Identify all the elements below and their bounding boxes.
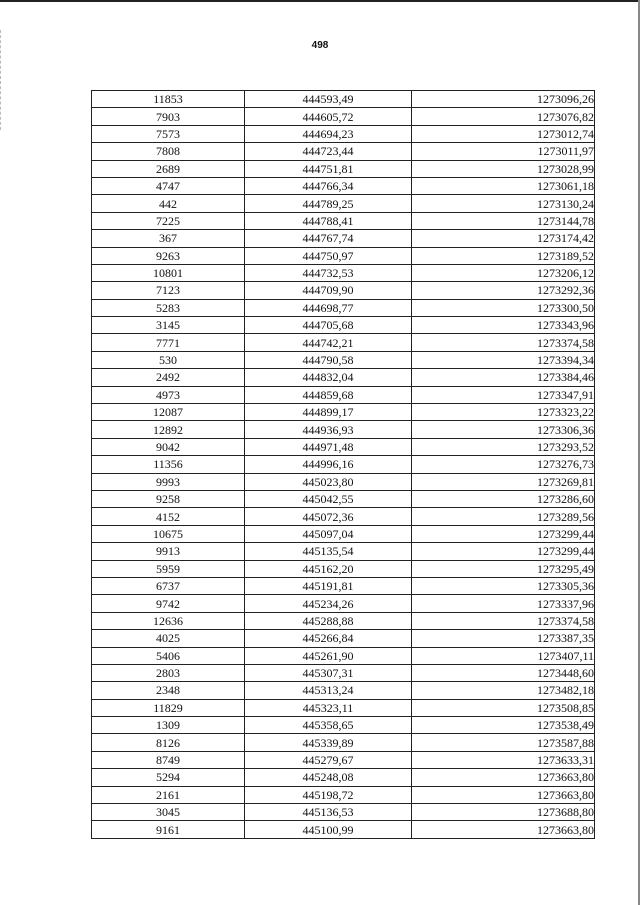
point-number-cell: 6737 <box>92 577 245 594</box>
point-number-cell: 9913 <box>92 543 245 560</box>
y-coordinate-cell: 1273300,50 <box>412 299 595 316</box>
y-coordinate-cell: 1273482,18 <box>412 682 595 699</box>
page-top-border <box>0 0 640 2</box>
point-number-cell: 7903 <box>92 108 245 125</box>
table-row <box>92 247 595 264</box>
point-number-cell: 2492 <box>92 369 245 386</box>
point-number-cell: 4973 <box>92 386 245 403</box>
y-coordinate-cell: 1273384,46 <box>412 369 595 386</box>
y-coordinate-cell: 1273663,80 <box>412 821 595 838</box>
table-row <box>92 734 595 751</box>
y-coordinate-cell: 1273299,44 <box>412 543 595 560</box>
point-number-cell: 5294 <box>92 769 245 786</box>
table-row <box>92 751 595 768</box>
table-row <box>92 230 595 247</box>
y-coordinate-cell: 1273663,80 <box>412 769 595 786</box>
point-number-cell: 4025 <box>92 630 245 647</box>
point-number-cell: 442 <box>92 195 245 212</box>
y-coordinate-cell: 1273508,85 <box>412 699 595 716</box>
x-coordinate-cell: 445261,90 <box>245 647 412 664</box>
table-row <box>92 647 595 664</box>
table-row <box>92 438 595 455</box>
x-coordinate-cell: 444698,77 <box>245 299 412 316</box>
point-number-cell: 11356 <box>92 456 245 473</box>
y-coordinate-cell: 1273305,36 <box>412 577 595 594</box>
x-coordinate-cell: 445288,88 <box>245 612 412 629</box>
y-coordinate-cell: 1273633,31 <box>412 751 595 768</box>
x-coordinate-cell: 444789,25 <box>245 195 412 212</box>
x-coordinate-cell: 445279,67 <box>245 751 412 768</box>
point-number-cell: 2348 <box>92 682 245 699</box>
x-coordinate-cell: 445339,89 <box>245 734 412 751</box>
table-row <box>92 212 595 229</box>
y-coordinate-cell: 1273286,60 <box>412 490 595 507</box>
table-row <box>92 334 595 351</box>
y-coordinate-cell: 1273012,74 <box>412 125 595 142</box>
y-coordinate-cell: 1273663,80 <box>412 786 595 803</box>
x-coordinate-cell: 445323,11 <box>245 699 412 716</box>
y-coordinate-cell: 1273374,58 <box>412 334 595 351</box>
y-coordinate-cell: 1273343,96 <box>412 317 595 334</box>
x-coordinate-cell: 444936,93 <box>245 421 412 438</box>
point-number-cell: 12892 <box>92 421 245 438</box>
y-coordinate-cell: 1273347,91 <box>412 386 595 403</box>
x-coordinate-cell: 445313,24 <box>245 682 412 699</box>
point-number-cell: 2803 <box>92 664 245 681</box>
x-coordinate-cell: 445072,36 <box>245 508 412 525</box>
y-coordinate-cell: 1273448,60 <box>412 664 595 681</box>
table-row <box>92 769 595 786</box>
point-number-cell: 4747 <box>92 177 245 194</box>
y-coordinate-cell: 1273306,36 <box>412 421 595 438</box>
table-row <box>92 195 595 212</box>
point-number-cell: 9993 <box>92 473 245 490</box>
y-coordinate-cell: 1273387,35 <box>412 630 595 647</box>
x-coordinate-cell: 444766,34 <box>245 177 412 194</box>
y-coordinate-cell: 1273394,34 <box>412 351 595 368</box>
x-coordinate-cell: 444899,17 <box>245 404 412 421</box>
y-coordinate-cell: 1273028,99 <box>412 160 595 177</box>
point-number-cell: 5283 <box>92 299 245 316</box>
table-row <box>92 108 595 125</box>
x-coordinate-cell: 444709,90 <box>245 282 412 299</box>
point-number-cell: 5959 <box>92 560 245 577</box>
point-number-cell: 7123 <box>92 282 245 299</box>
y-coordinate-cell: 1273374,58 <box>412 612 595 629</box>
y-coordinate-cell: 1273269,81 <box>412 473 595 490</box>
page-number: 498 <box>311 40 329 51</box>
x-coordinate-cell: 445135,54 <box>245 543 412 560</box>
y-coordinate-cell: 1273293,52 <box>412 438 595 455</box>
point-number-cell: 8126 <box>92 734 245 751</box>
y-coordinate-cell: 1273688,80 <box>412 804 595 821</box>
table-row <box>92 143 595 160</box>
point-number-cell: 3145 <box>92 317 245 334</box>
x-coordinate-cell: 444732,53 <box>245 264 412 281</box>
table-row <box>92 317 595 334</box>
table-row <box>92 699 595 716</box>
x-coordinate-cell: 444593,49 <box>245 91 412 108</box>
y-coordinate-cell: 1273130,24 <box>412 195 595 212</box>
table-row <box>92 717 595 734</box>
point-number-cell: 7225 <box>92 212 245 229</box>
x-coordinate-cell: 444996,16 <box>245 456 412 473</box>
table-row <box>92 630 595 647</box>
x-coordinate-cell: 445100,99 <box>245 821 412 838</box>
x-coordinate-cell: 445198,72 <box>245 786 412 803</box>
coordinates-table-body <box>92 91 595 839</box>
x-coordinate-cell: 444788,41 <box>245 212 412 229</box>
table-row <box>92 421 595 438</box>
y-coordinate-cell: 1273189,52 <box>412 247 595 264</box>
x-coordinate-cell: 444832,04 <box>245 369 412 386</box>
table-row <box>92 404 595 421</box>
table-row <box>92 177 595 194</box>
x-coordinate-cell: 445162,20 <box>245 560 412 577</box>
table-row <box>92 821 595 838</box>
x-coordinate-cell: 445136,53 <box>245 804 412 821</box>
table-row <box>92 577 595 594</box>
x-coordinate-cell: 444750,97 <box>245 247 412 264</box>
table-row <box>92 595 595 612</box>
x-coordinate-cell: 445234,26 <box>245 595 412 612</box>
point-number-cell: 10801 <box>92 264 245 281</box>
table-row <box>92 682 595 699</box>
point-number-cell: 5406 <box>92 647 245 664</box>
x-coordinate-cell: 445191,81 <box>245 577 412 594</box>
x-coordinate-cell: 444971,48 <box>245 438 412 455</box>
y-coordinate-cell: 1273174,42 <box>412 230 595 247</box>
point-number-cell: 2689 <box>92 160 245 177</box>
y-coordinate-cell: 1273407,11 <box>412 647 595 664</box>
table-row <box>92 299 595 316</box>
x-coordinate-cell: 444705,68 <box>245 317 412 334</box>
x-coordinate-cell: 444605,72 <box>245 108 412 125</box>
point-number-cell: 11853 <box>92 91 245 108</box>
table-row <box>92 282 595 299</box>
table-row <box>92 369 595 386</box>
x-coordinate-cell: 444694,23 <box>245 125 412 142</box>
point-number-cell: 7808 <box>92 143 245 160</box>
point-number-cell: 530 <box>92 351 245 368</box>
table-row <box>92 351 595 368</box>
x-coordinate-cell: 444859,68 <box>245 386 412 403</box>
y-coordinate-cell: 1273206,12 <box>412 264 595 281</box>
x-coordinate-cell: 445248,08 <box>245 769 412 786</box>
x-coordinate-cell: 445097,04 <box>245 525 412 542</box>
table-row <box>92 525 595 542</box>
table-row <box>92 264 595 281</box>
y-coordinate-cell: 1273337,96 <box>412 595 595 612</box>
coordinates-table <box>91 90 595 839</box>
y-coordinate-cell: 1273587,88 <box>412 734 595 751</box>
y-coordinate-cell: 1273061,18 <box>412 177 595 194</box>
table-row <box>92 612 595 629</box>
point-number-cell: 10675 <box>92 525 245 542</box>
table-row <box>92 490 595 507</box>
table-row <box>92 543 595 560</box>
y-coordinate-cell: 1273323,22 <box>412 404 595 421</box>
point-number-cell: 9263 <box>92 247 245 264</box>
x-coordinate-cell: 445266,84 <box>245 630 412 647</box>
table-row <box>92 125 595 142</box>
point-number-cell: 4152 <box>92 508 245 525</box>
x-coordinate-cell: 445023,80 <box>245 473 412 490</box>
table-row <box>92 804 595 821</box>
x-coordinate-cell: 444790,58 <box>245 351 412 368</box>
table-row <box>92 386 595 403</box>
point-number-cell: 12636 <box>92 612 245 629</box>
y-coordinate-cell: 1273144,78 <box>412 212 595 229</box>
x-coordinate-cell: 445042,55 <box>245 490 412 507</box>
y-coordinate-cell: 1273076,82 <box>412 108 595 125</box>
point-number-cell: 3045 <box>92 804 245 821</box>
y-coordinate-cell: 1273299,44 <box>412 525 595 542</box>
table-row <box>92 473 595 490</box>
table-row <box>92 91 595 108</box>
y-coordinate-cell: 1273011,97 <box>412 143 595 160</box>
y-coordinate-cell: 1273538,49 <box>412 717 595 734</box>
y-coordinate-cell: 1273295,49 <box>412 560 595 577</box>
point-number-cell: 9258 <box>92 490 245 507</box>
y-coordinate-cell: 1273289,56 <box>412 508 595 525</box>
table-row <box>92 508 595 525</box>
y-coordinate-cell: 1273096,26 <box>412 91 595 108</box>
x-coordinate-cell: 444767,74 <box>245 230 412 247</box>
table-row <box>92 160 595 177</box>
table-row <box>92 456 595 473</box>
point-number-cell: 9161 <box>92 821 245 838</box>
point-number-cell: 367 <box>92 230 245 247</box>
x-coordinate-cell: 444723,44 <box>245 143 412 160</box>
point-number-cell: 2161 <box>92 786 245 803</box>
x-coordinate-cell: 445358,65 <box>245 717 412 734</box>
point-number-cell: 9042 <box>92 438 245 455</box>
table-row <box>92 560 595 577</box>
x-coordinate-cell: 444742,21 <box>245 334 412 351</box>
point-number-cell: 8749 <box>92 751 245 768</box>
x-coordinate-cell: 444751,81 <box>245 160 412 177</box>
point-number-cell: 7573 <box>92 125 245 142</box>
point-number-cell: 12087 <box>92 404 245 421</box>
table-row <box>92 664 595 681</box>
point-number-cell: 11829 <box>92 699 245 716</box>
table-row <box>92 786 595 803</box>
point-number-cell: 9742 <box>92 595 245 612</box>
x-coordinate-cell: 445307,31 <box>245 664 412 681</box>
y-coordinate-cell: 1273276,73 <box>412 456 595 473</box>
y-coordinate-cell: 1273292,36 <box>412 282 595 299</box>
point-number-cell: 7771 <box>92 334 245 351</box>
point-number-cell: 1309 <box>92 717 245 734</box>
